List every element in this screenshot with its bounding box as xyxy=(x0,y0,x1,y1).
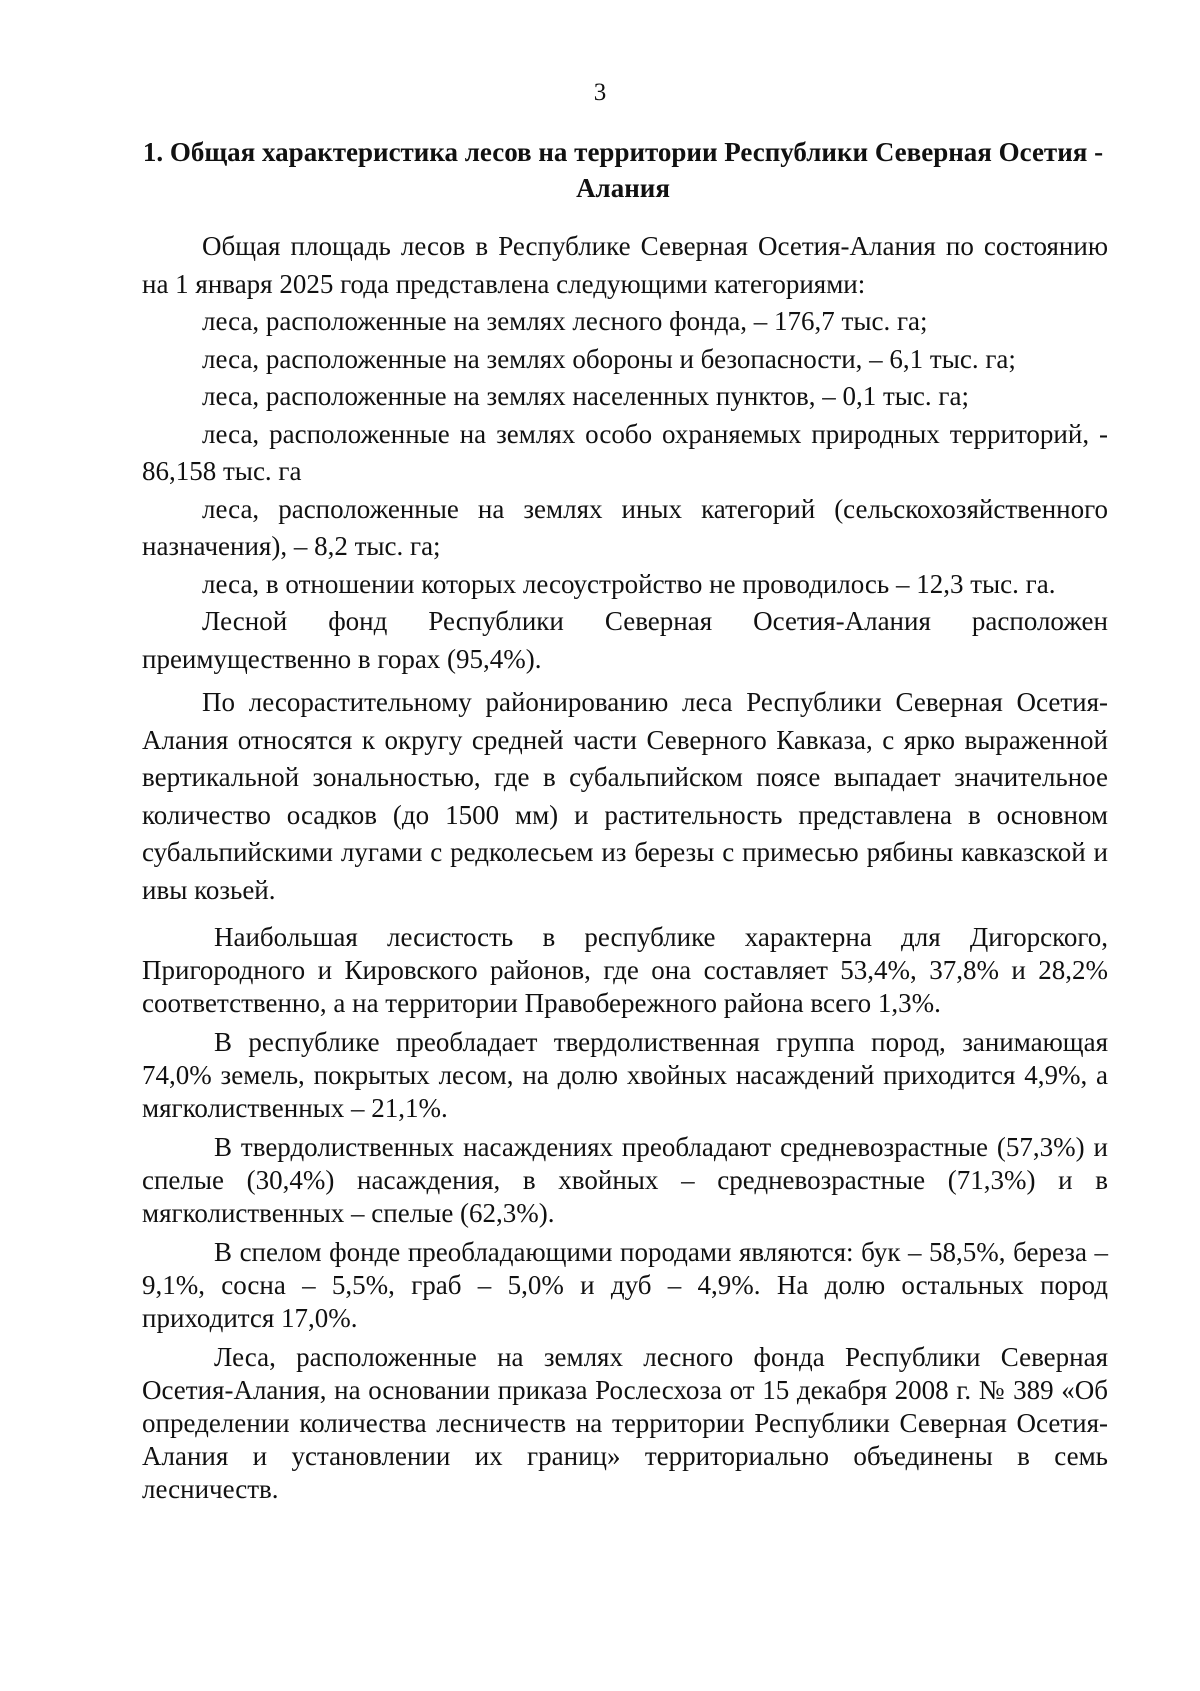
section-title: 1. Общая характеристика лесов на территории Республики Северная Осетия - Алания xyxy=(142,137,1104,203)
paragraph: Лесной фонд Республики Северная Осетия-Алания расположен преимущественно в горах (95,4%). xyxy=(142,606,1108,674)
body-text xyxy=(142,228,1108,1506)
paragraph: леса, расположенные на землях иных категорий (сельскохозяйственного назначения), – 8,2 тыс. га; xyxy=(142,493,1108,561)
paragraph: Наибольшая лесистость в республике характерна для Дигорского, Пригородного и Кировского районов, где она составляет 53,4%, 37,8% и 28,2% соответственно, а на территории Правобережного района всего 1,3%. xyxy=(142,922,1108,1018)
paragraph: леса, расположенные на землях обороны и безопасности, – 6,1 тыс. га; xyxy=(202,343,1016,374)
paragraph: леса, в отношении которых лесоустройство не проводилось – 12,3 тыс. га. xyxy=(202,568,1056,599)
paragraph: В республике преобладает твердолиственная группа пород, занимающая 74,0% земель, покрытых лесом, на долю хвойных насаждений приходится 4,9%, а мягколиственных – 21,1%. xyxy=(142,1027,1108,1123)
paragraph: В твердолиственных насаждениях преобладают средневозрастные (57,3%) и спелые (30,4%) насаждения, в хвойных – средневозрастные (71,3%) и в мягколиственных – спелые (62,3%). xyxy=(142,1132,1108,1228)
paragraph: леса, расположенные на землях особо охраняемых природных территорий, - 86,158 тыс. га xyxy=(142,418,1108,486)
paragraph: Общая площадь лесов в Республике Северная Осетия-Алания по состоянию на 1 января 2025 года представлена следующими категориями: xyxy=(142,231,1108,299)
paragraph: В спелом фонде преобладающими породами являются: бук – 58,5%, береза – 9,1%, сосна – 5,5%, граб – 5,0% и дуб – 4,9%. На долю остальных пород приходится 17,0%. xyxy=(142,1237,1108,1333)
page-number: 3 xyxy=(593,79,607,106)
paragraph: Леса, расположенные на землях лесного фонда Республики Северная Осетия-Алания, на основании приказа Рослесхоза от 15 декабря 2008 г. № 389 «Об определении количества лесничеств на территории Республики Северная Осетия-Алания и установлении их границ» территориально объединены в семь лесничеств. xyxy=(142,1342,1108,1504)
paragraph: леса, расположенные на землях лесного фонда, – 176,7 тыс. га; xyxy=(202,306,928,336)
paragraph: леса, расположенные на землях населенных пунктов, – 0,1 тыс. га; xyxy=(202,381,969,411)
paragraph: По лесорастительному районированию леса Республики Северная Осетия-Алания относятся к округу средней части Северного Кавказа, с ярко выраженной вертикальной зональностью, где в субальпийском поясе выпадает значительное количество осадков (до 1500 мм) и растительность представлена в основном субальпийскими лугами с редколесьем из березы с примесью рябины кавказской и ивы козьей. xyxy=(142,687,1108,905)
